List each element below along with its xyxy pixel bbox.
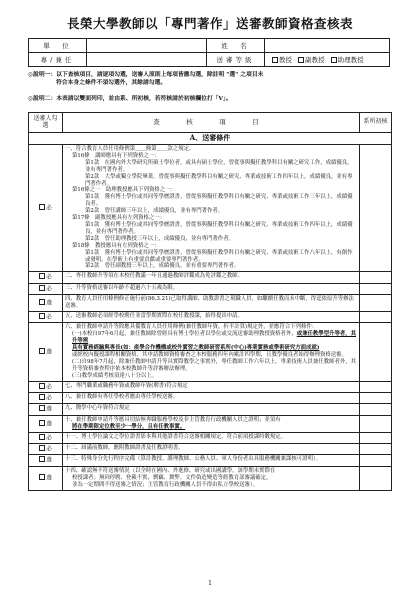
item-one-head: 一、符合教育人員任用條例第＿＿條第＿＿款之規定。 (65, 146, 195, 152)
item-text: 八、兼任教師有專任學校者應由專任學校送審。 (63, 393, 360, 404)
item-line: 校授課者；無因停聘、登載不實、剽竊、舞弊、文件偽造變造等經教育部審議確定， (72, 474, 272, 481)
check-cell[interactable] (29, 455, 63, 466)
header-dept: 系所初核 (360, 113, 392, 133)
table-row (29, 404, 392, 415)
header-applicant: 送審人勾選 (29, 113, 63, 133)
table-row (29, 295, 392, 312)
check-cell[interactable] (29, 466, 63, 490)
note-one-line1: ◎說明一：以下查核項目，請逐項勾選，送審人原則上每項皆應勾選，除註明 "選" 之項目未 (28, 72, 264, 78)
rank-label-associate: 副教授 (305, 56, 325, 64)
dept-check-cell[interactable] (360, 432, 392, 443)
note-one (28, 72, 392, 87)
item-text: 七、專門職業或職務年資或教師年資(聘書)符合規定 (63, 381, 360, 392)
item-line: 十、兼任教師申請升等應具切結無專職服務學校及非主管教育行政機關人員之證明；並須有 (65, 416, 281, 423)
checkbox[interactable] (39, 420, 45, 426)
item-one (63, 145, 360, 272)
rank-label-professor: 教授 (279, 56, 292, 64)
table-row (29, 432, 392, 443)
check-cell[interactable]: 必 (29, 145, 63, 272)
table-row (29, 311, 392, 322)
item-line: 第18條 教授應具有左列資格之一： (72, 242, 160, 249)
check-type: 必 (46, 435, 52, 442)
check-type: 選 (46, 457, 52, 464)
check-cell[interactable] (29, 323, 63, 381)
dept-check-cell[interactable] (360, 466, 392, 490)
item-line: 第1款 獲有博士學位或其同等學歷證書，曾從事與擬任教學科目有關之研究、專業或技術工作三年以上，成績優良者。 (85, 194, 353, 208)
item-line: 第2款 大學或獨立學院畢業，曾從事與擬任教學科目有關之研究、專業或技術工作四年以上，成績優良，並有專門著作者。 (85, 173, 353, 187)
table-row (29, 381, 392, 392)
dept-check-cell[interactable] (360, 311, 392, 322)
item-text: 五、送審教師必須經學校聘任並當學期實際在校任教授課，始得提出申請。 (63, 311, 360, 322)
check-type: 必 (46, 286, 52, 293)
check-cell[interactable] (29, 444, 63, 455)
check-type: 必 (46, 314, 52, 321)
item-line: (二)自98年7月起，除兼任教師申請升等具實際教學之事實外，專任教師工作六年以上，專業技術人員兼任教師者外，其升等資格審查程序依本校教師升等評審辦法辦理。 (72, 358, 357, 372)
item-text: 十二、屆滿前教師，應附教師證書及任教證明書。 (63, 444, 360, 455)
item-line: 十四、確認無不符送審情況（以全時在國內、外進修、研究或出國講學，該學期未實際在 (65, 467, 276, 474)
check-type: 選 (46, 300, 52, 307)
rank-checkbox-professor[interactable] (272, 57, 278, 63)
section-a-title: A、送審條件 (29, 133, 392, 145)
checkbox[interactable] (39, 456, 45, 462)
checkbox[interactable] (39, 434, 45, 440)
unit-label: 單 位 (29, 39, 87, 53)
item-text: 十一、博士學位論文之學位證書影本與其他證書符合送審相關規定，符合前項授課時數規定。 (63, 432, 360, 443)
item-line: 第1款 在國內外大學研究所碩士學位者，或具有碩士學位，曾從事與擬任教學科目有關之研究工作，成績優良，並有專門著作者。 (85, 159, 353, 173)
rank-checkbox-assistant[interactable] (331, 57, 337, 63)
note-two: ◎說明二：本表請以雙面列印，並由系、所初核，若符核請於初核欄位打「V」。 (28, 96, 232, 102)
dept-check-cell[interactable] (360, 145, 392, 272)
item-line-emphasis: 或兼任教學型升等者，其升等需 (72, 331, 357, 345)
table-row (29, 415, 392, 432)
check-cell[interactable] (29, 415, 63, 432)
item-six (63, 323, 360, 381)
check-type: 必 (46, 384, 52, 391)
item-text: 四、教育人員任用條例修正施行前(86.3.21)已取得講師、助教證書之現職人員，如繼續任教而未中斷，得逕依原升等辦法送審。 (63, 295, 360, 312)
item-line: (三)教學成績考核須達八十分以上。 (72, 372, 158, 379)
item-line-emphasis: 將在學期限定位教至少一學分，且有任教事實。 (72, 423, 186, 430)
page-number: 1 (208, 580, 212, 587)
dept-check-cell[interactable] (360, 295, 392, 312)
item-line: 並為一定期間不得送審之情況；主管教育行政機關人員不得由私立學校送審）。 (72, 481, 258, 488)
table-row (29, 323, 392, 381)
rank-options (265, 53, 390, 67)
checklist-table (28, 112, 392, 491)
section-a (29, 133, 392, 145)
rank-label-assistant: 助理教授 (337, 56, 364, 64)
dept-check-cell[interactable] (360, 455, 392, 466)
table-row (29, 444, 392, 455)
item-line: 第17條 副教授應具有左列資格之一： (72, 215, 166, 222)
check-type: 選 (46, 421, 52, 428)
checkbox[interactable] (39, 299, 45, 305)
item-text: 三、升等資格送審以年齡不超過六十五歲為限。 (63, 283, 360, 294)
check-type: 必 (46, 446, 52, 453)
table-row (29, 272, 392, 283)
info-table (28, 38, 390, 67)
item-six-head: 六、兼任教師申請升等除應具備教育人員任用條例(兼任教師年資，折半計算)規定外，並應符合下列條件： (65, 324, 318, 331)
checkbox[interactable] (39, 474, 45, 480)
dept-check-cell[interactable] (360, 393, 392, 404)
check-type: 選 (46, 406, 52, 413)
check-cell[interactable] (29, 432, 63, 443)
check-cell[interactable] (29, 393, 63, 404)
check-cell[interactable] (29, 311, 63, 322)
item-line: 第16條 講師應具有下列資格之一： (72, 152, 160, 159)
checkbox[interactable] (39, 273, 45, 279)
item-line-emphasis: 具有實務經驗與專長(如：產學合作機構或校外實習之教師研習系所(中心)專業實務或學術研究方面成就) (72, 345, 320, 352)
checkbox[interactable] (39, 383, 45, 389)
page-title: 長榮大學教師以「專門著作」送審教師資格查核表 (66, 16, 353, 31)
check-cell[interactable] (29, 283, 63, 294)
name-label: 姓 名 (207, 39, 265, 53)
item-line: (一)本校自97年6月起，兼任教師除曾經具有博士學位者以學位或交流送審助理教授資格者外， (72, 331, 297, 338)
header-items: 查 核 項 目 (63, 113, 360, 133)
table-row (29, 466, 392, 490)
dept-check-cell[interactable] (360, 283, 392, 294)
field-label: 專/兼任 (29, 53, 87, 67)
item-line: 第1款 獲有博士學位或其同等學歷證書，曾從事與擬任教學科目有關之研究、專業或技術工作四年以上，成績優良，並有專門著作者。 (85, 221, 353, 235)
dept-check-cell[interactable] (360, 404, 392, 415)
table-row (29, 393, 392, 404)
dept-check-cell[interactable] (360, 323, 392, 381)
table-row (29, 455, 392, 466)
note-one-line2: 符合本身之條件不須勾選外，其餘請勾選。 (56, 79, 167, 86)
dept-check-cell[interactable] (360, 272, 392, 283)
item-line: 第1款 獲有博士學位或其同等學歷證書，曾從事與擬任教學科目有關之研究、專業或技術工作八年以上，有創作或發明，在學術上有重要貢獻或重要專門著作者。 (85, 249, 353, 263)
item-line: 或經校內擬授課程相關資格，其申請教師資格審查之本校服務四年內累計四學期，且教學優良者始得辦理資格送審。 (72, 351, 347, 358)
dept-check-cell[interactable] (360, 381, 392, 392)
unit-field[interactable] (87, 39, 207, 53)
item-line: 第2款 曾任副教授三年以上，成績優良，並有重要專門著作者。 (85, 263, 240, 270)
item-line: 第2款 曾任講師三年以上，成績優良，並有專門著作者。 (85, 208, 224, 215)
item-line: 第2款 曾任助理教授三年以上，成績優良，並有專門著作者。 (85, 235, 234, 242)
item-ten (63, 415, 360, 432)
table-row (29, 145, 392, 272)
field-value[interactable] (87, 53, 207, 67)
check-cell[interactable] (29, 272, 63, 283)
check-cell[interactable] (29, 381, 63, 392)
item-text: 二、專任教師升等須在本校任教滿一年且通過教師評鑑成為免評鑑之教師。 (63, 272, 360, 283)
rank-checkbox-associate[interactable] (298, 57, 304, 63)
check-type: 必 (46, 395, 52, 402)
check-type: 必 (46, 274, 52, 281)
dept-check-cell[interactable] (360, 415, 392, 432)
table-row (29, 283, 392, 294)
item-text: 九、醫學中心年資符合規定 (63, 404, 360, 415)
name-field[interactable] (265, 39, 390, 53)
checkbox[interactable] (39, 445, 45, 451)
checkbox[interactable] (39, 285, 45, 291)
table-header (29, 113, 392, 133)
check-type: 選 (46, 349, 52, 356)
checkbox[interactable] (39, 405, 45, 411)
item-text: 十三、特殊身分先行程序完備（算計教授、護理教師、公務人員、軍人身份者出具服務機關兼課核可證明）。 (63, 455, 360, 466)
check-cell[interactable] (29, 404, 63, 415)
item-fourteen (63, 466, 360, 490)
checkbox[interactable] (39, 204, 45, 210)
dept-check-cell[interactable] (360, 444, 392, 455)
checkbox[interactable] (39, 313, 45, 319)
check-type: 選 (46, 475, 52, 482)
checkbox[interactable] (39, 348, 45, 354)
checkbox[interactable] (39, 394, 45, 400)
check-cell[interactable] (29, 295, 63, 312)
rank-label: 送審等級 (207, 53, 265, 67)
item-line: 第16條之一 助理教授應具下列資格之一： (72, 187, 176, 194)
